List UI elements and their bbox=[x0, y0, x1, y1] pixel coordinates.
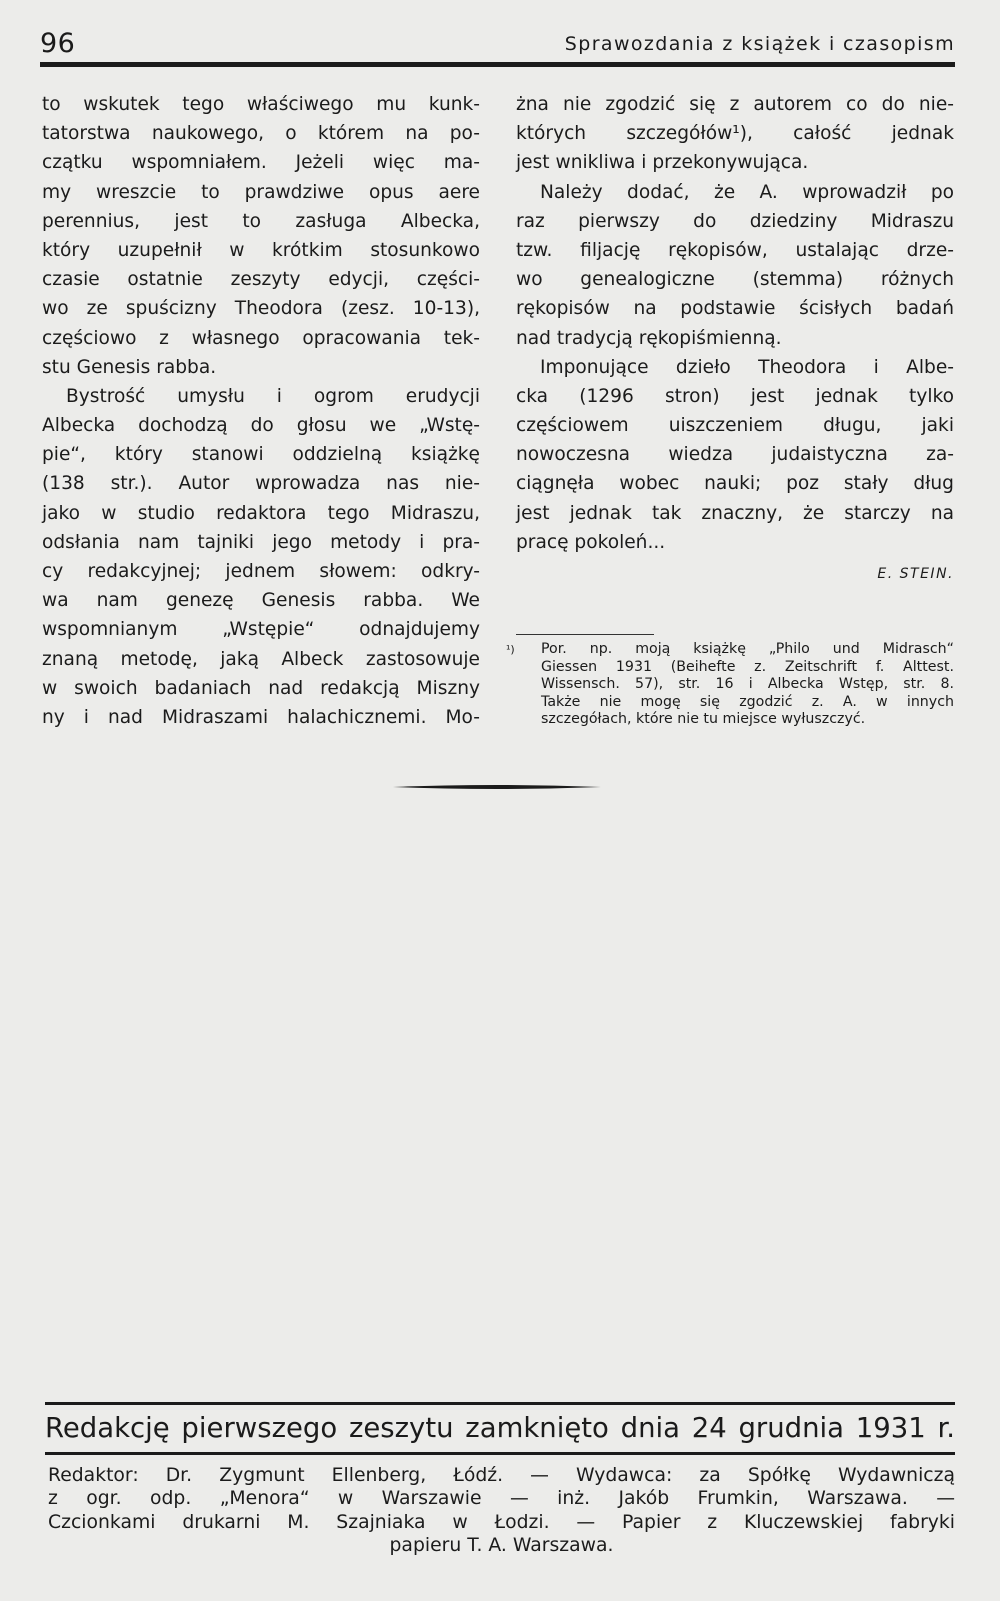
left-column-line: częściowo z własnego opracowania tek- bbox=[42, 327, 480, 349]
left-column-line: tatorstwa naukowego, o którem na po- bbox=[42, 123, 480, 145]
left-column-line: my wreszcie to prawdziwe opus aere bbox=[42, 181, 480, 203]
footnote-line: szczegółach, które nie tu miejsce wyłuszczyć. bbox=[541, 711, 866, 728]
closing-rule-bottom bbox=[45, 1452, 955, 1455]
left-column-line: jako w studio redaktora tego Midraszu, bbox=[42, 502, 480, 524]
left-column-line: cy redakcyjnej; jednem słowem: odkry- bbox=[42, 561, 480, 582]
left-column-line: odsłania nam tajniki jego metody i pra- bbox=[42, 531, 480, 553]
right-column-line: żna nie zgodzić się z autorem co do nie- bbox=[516, 94, 954, 115]
footnote-rule bbox=[516, 634, 654, 635]
right-column-line: częściowem uiszczeniem długu, jaki bbox=[516, 415, 954, 437]
imprint-line: Redaktor: Dr. Zygmunt Ellenberg, Łódź. — Wydawca: za Spółkę Wydawniczą bbox=[48, 1465, 955, 1486]
left-column-line: wo ze spuścizny Theodora (zesz. 10-13), bbox=[42, 298, 480, 320]
left-column-line: perennius, jest to zasługa Albecka, bbox=[42, 210, 480, 232]
imprint-line: Czcionkami drukarni M. Szajniaka w Łodzi. — Papier z Kluczewskiej fabryki bbox=[48, 1511, 955, 1533]
left-column-line: czasie ostatnie zeszyty edycji, części- bbox=[42, 269, 480, 291]
page-number: 96 bbox=[40, 28, 76, 59]
footnote-line bbox=[506, 641, 954, 659]
footnote-line: Wissensch. 57), str. 16 i Albecka Wstęp, str. 8. bbox=[541, 676, 954, 693]
footnote-marker: ¹) bbox=[506, 643, 515, 656]
left-column-line: to wskutek tego właściwego mu kunk- bbox=[42, 94, 480, 115]
right-column-line: których szczegółów¹), całość jednak bbox=[516, 123, 954, 145]
left-column-line: wa nam genezę Genesis rabba. We bbox=[42, 590, 480, 612]
page-header bbox=[40, 28, 955, 58]
imprint bbox=[48, 1464, 955, 1558]
right-column bbox=[516, 90, 954, 586]
right-column-line: nad tradycją rękopiśmienną. bbox=[516, 327, 782, 349]
imprint-line: z ogr. odp. „Menora“ w Warszawie — inż. Jakób Frumkin, Warszawa. — bbox=[48, 1488, 955, 1510]
left-column bbox=[42, 90, 480, 732]
footnote bbox=[506, 641, 954, 729]
header-rule bbox=[40, 62, 955, 67]
right-column-line: Imponujące dzieło Theodora i Albe- bbox=[540, 356, 954, 378]
imprint-line: papieru T. A. Warszawa. bbox=[389, 1535, 614, 1557]
right-column-line: jest wnikliwa i przekonywująca. bbox=[516, 152, 809, 174]
running-title: Sprawozdania z książek i czasopism bbox=[564, 33, 955, 55]
footnote-line: Giessen 1931 (Beihefte z. Zeitschrift f. Alttest. bbox=[541, 658, 954, 675]
right-column-line: ciągnęła wobec nauki; poz stały dług bbox=[516, 473, 954, 495]
footnote-text: Por. np. moją książkę „Philo und Midrasch“ bbox=[541, 641, 954, 657]
right-column-line: raz pierwszy do dziedziny Midraszu bbox=[516, 210, 954, 232]
left-column-line: ny i nad Midraszami halachicznemi. Mo- bbox=[42, 706, 480, 728]
left-column-line: czątku wspomniałem. Jeżeli więc ma- bbox=[42, 152, 480, 174]
right-column-line: cka (1296 stron) jest jednak tylko bbox=[516, 385, 954, 407]
author-signature: E. STEIN. bbox=[877, 566, 954, 582]
footnote-line: Także nie mogę się zgodzić z. A. w innych bbox=[541, 693, 954, 710]
left-column-line: Albecka dochodzą do głosu we „Wstę- bbox=[42, 415, 480, 437]
right-column-line: jest jednak tak znaczny, że starczy na bbox=[516, 502, 954, 524]
closing-notice: Redakcję pierwszego zeszytu zamknięto dnia 24 grudnia 1931 r. bbox=[45, 1412, 955, 1444]
left-column-line: Bystrość umysłu i ogrom erudycji bbox=[66, 385, 480, 407]
left-column-line: stu Genesis rabba. bbox=[42, 356, 217, 378]
right-column-line: nowoczesna wiedza judaistyczna za- bbox=[516, 444, 954, 466]
right-column-line: pracę pokoleń... bbox=[516, 531, 666, 553]
left-column-line: pie“, który stanowi oddzielną książkę bbox=[42, 444, 480, 466]
left-column-line: który uzupełnił w krótkim stosunkowo bbox=[42, 239, 480, 261]
left-column-line: w swoich badaniach nad redakcją Miszny bbox=[42, 677, 480, 699]
right-column-line: wo genealogiczne (stemma) różnych bbox=[516, 269, 954, 291]
right-column-line: rękopisów na podstawie ścisłych badań bbox=[516, 298, 954, 320]
section-divider-ornament bbox=[393, 784, 601, 790]
right-column-line: tzw. filjację rękopisów, ustalając drze- bbox=[516, 239, 954, 261]
left-column-line: wspomnianym „Wstępie“ odnajdujemy bbox=[42, 619, 480, 641]
left-column-line: (138 str.). Autor wprowadza nas nie- bbox=[42, 473, 480, 495]
left-column-line: znaną metodę, jaką Albeck zastosowuje bbox=[42, 648, 480, 670]
right-column-line: Należy dodać, że A. wprowadził po bbox=[540, 181, 954, 203]
